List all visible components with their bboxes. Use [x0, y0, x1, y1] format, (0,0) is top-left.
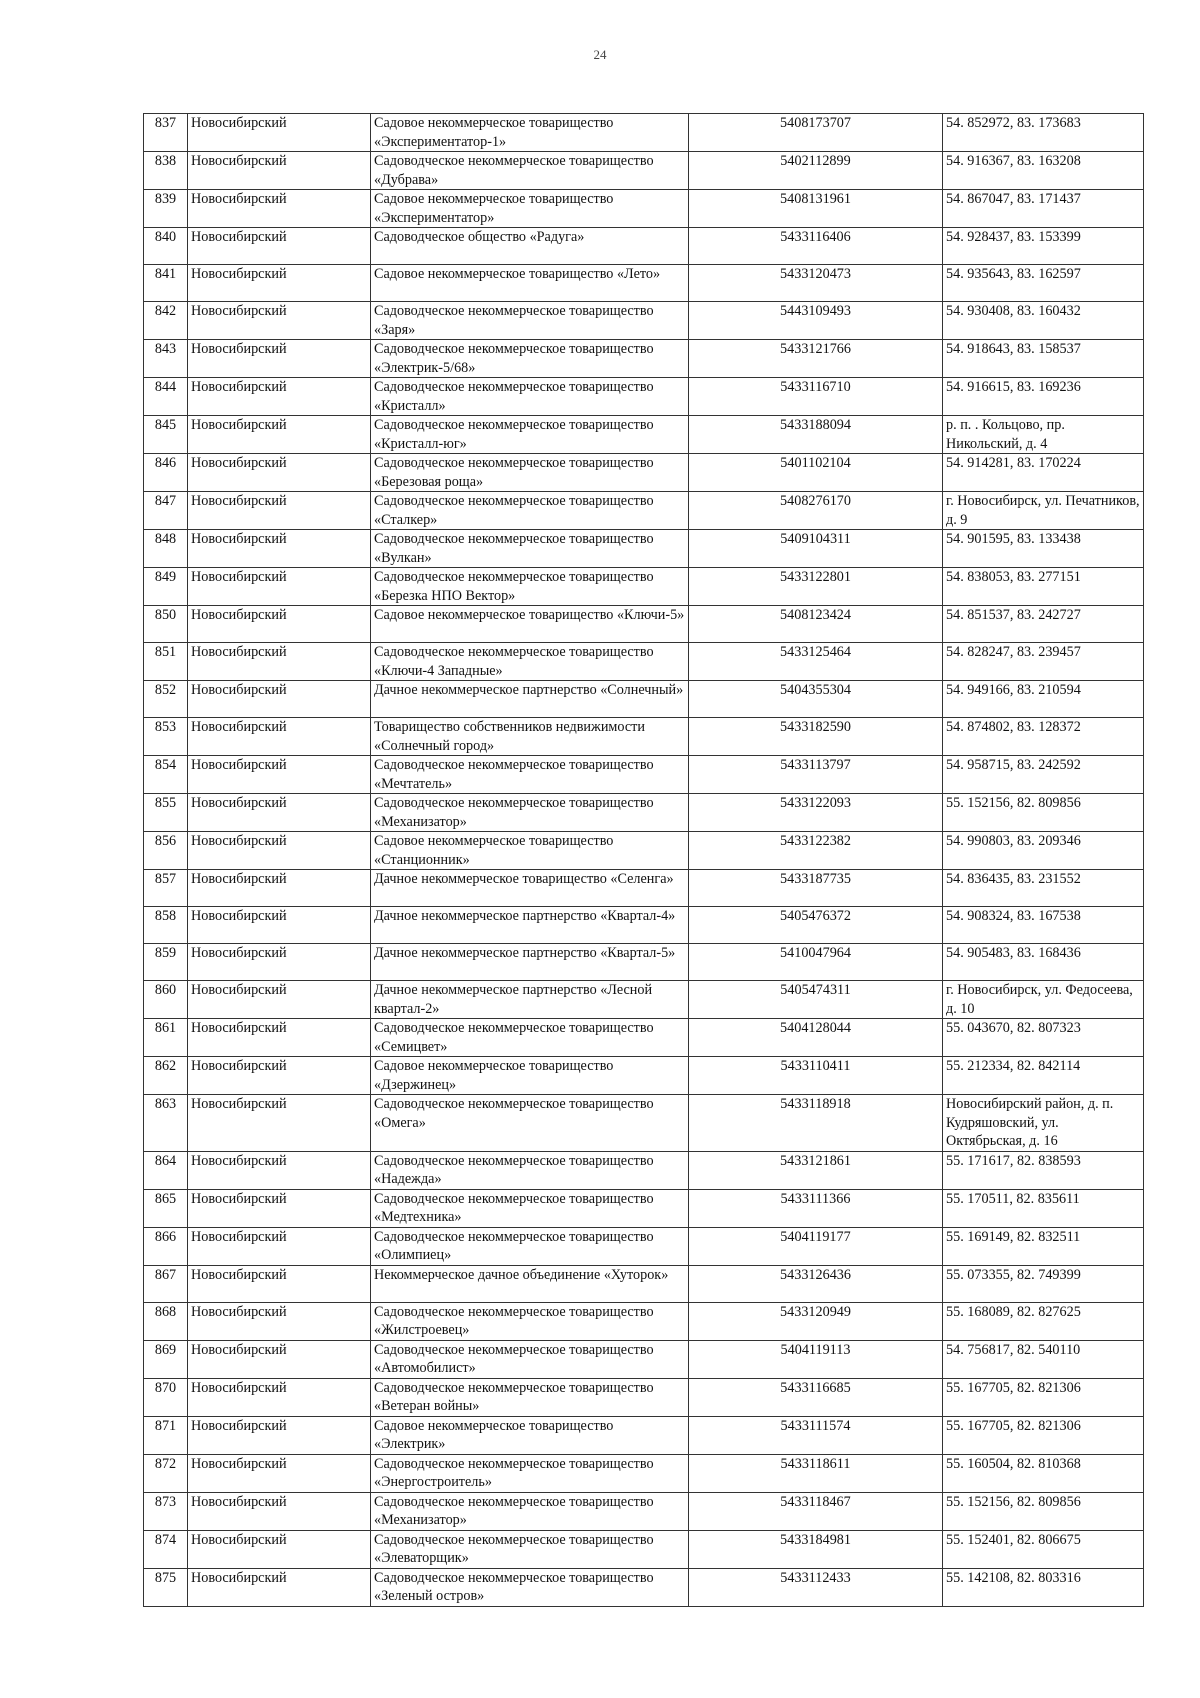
location-cell: Новосибирский район, д. п. Кудряшовский, ул. Октябрьская, д. 16	[943, 1095, 1144, 1152]
inn-cell: 5433121766	[689, 340, 943, 378]
row-number-cell: 848	[144, 530, 188, 568]
organization-name-cell: Некоммерческое дачное объединение «Хуторок»	[371, 1265, 689, 1302]
district-cell: Новосибирский	[188, 643, 371, 681]
organization-name-cell: Садовое некоммерческое товарищество «Станционник»	[371, 832, 689, 870]
district-cell: Новосибирский	[188, 530, 371, 568]
inn-cell: 5433116710	[689, 378, 943, 416]
location-cell: 55. 170511, 82. 835611	[943, 1189, 1144, 1227]
row-number-cell: 860	[144, 981, 188, 1019]
organization-name-cell: Садоводческое некоммерческое товарищество «Надежда»	[371, 1151, 689, 1189]
district-cell: Новосибирский	[188, 152, 371, 190]
district-cell: Новосибирский	[188, 606, 371, 643]
district-cell: Новосибирский	[188, 228, 371, 265]
location-cell: 55. 169149, 82. 832511	[943, 1227, 1144, 1265]
district-cell: Новосибирский	[188, 1265, 371, 1302]
location-cell: 54. 916367, 83. 163208	[943, 152, 1144, 190]
table-row	[144, 870, 1144, 907]
table-row	[144, 1151, 1144, 1189]
row-number-cell: 875	[144, 1568, 188, 1606]
page-number: 24	[593, 47, 607, 62]
district-cell: Новосибирский	[188, 1416, 371, 1454]
organization-name-cell: Садовое некоммерческое товарищество «Экспериментатор»	[371, 190, 689, 228]
inn-cell: 5402112899	[689, 152, 943, 190]
location-cell: 55. 152401, 82. 806675	[943, 1530, 1144, 1568]
organization-name-cell: Садовое некоммерческое товарищество «Лето»	[371, 265, 689, 302]
row-number-cell: 838	[144, 152, 188, 190]
location-cell: 54. 949166, 83. 210594	[943, 681, 1144, 718]
district-cell: Новосибирский	[188, 190, 371, 228]
organization-name-cell: Садоводческое некоммерческое товарищество «Медтехника»	[371, 1189, 689, 1227]
registry-table	[143, 113, 1144, 1607]
organization-name-cell: Садоводческое некоммерческое товарищество «Жилстроевец»	[371, 1302, 689, 1340]
row-number-cell: 865	[144, 1189, 188, 1227]
district-cell: Новосибирский	[188, 340, 371, 378]
table-row	[144, 530, 1144, 568]
table-row	[144, 1378, 1144, 1416]
organization-name-cell: Садоводческое некоммерческое товарищество «Элеваторщик»	[371, 1530, 689, 1568]
district-cell: Новосибирский	[188, 378, 371, 416]
district-cell: Новосибирский	[188, 568, 371, 606]
row-number-cell: 873	[144, 1492, 188, 1530]
inn-cell: 5404128044	[689, 1019, 943, 1057]
location-cell: г. Новосибирск, ул. Федосеева, д. 10	[943, 981, 1144, 1019]
inn-cell: 5433110411	[689, 1057, 943, 1095]
location-cell: г. Новосибирск, ул. Печатников, д. 9	[943, 492, 1144, 530]
row-number-cell: 853	[144, 718, 188, 756]
inn-cell: 5433126436	[689, 1265, 943, 1302]
location-cell: р. п. . Кольцово, пр. Никольский, д. 4	[943, 416, 1144, 454]
row-number-cell: 854	[144, 756, 188, 794]
district-cell: Новосибирский	[188, 416, 371, 454]
district-cell: Новосибирский	[188, 832, 371, 870]
table-row	[144, 1057, 1144, 1095]
district-cell: Новосибирский	[188, 907, 371, 944]
organization-name-cell: Дачное некоммерческое партнерство «Лесной квартал-2»	[371, 981, 689, 1019]
inn-cell: 5408123424	[689, 606, 943, 643]
organization-name-cell: Садовое некоммерческое товарищество «Ключи-5»	[371, 606, 689, 643]
organization-name-cell: Садоводческое некоммерческое товарищество «Заря»	[371, 302, 689, 340]
inn-cell: 5433118467	[689, 1492, 943, 1530]
table-row	[144, 265, 1144, 302]
row-number-cell: 864	[144, 1151, 188, 1189]
inn-cell: 5433122801	[689, 568, 943, 606]
table-row	[144, 454, 1144, 492]
organization-name-cell: Садоводческое некоммерческое товарищество «Механизатор»	[371, 1492, 689, 1530]
district-cell: Новосибирский	[188, 114, 371, 152]
inn-cell: 5433116685	[689, 1378, 943, 1416]
district-cell: Новосибирский	[188, 1057, 371, 1095]
organization-name-cell: Садоводческое некоммерческое товарищество «Автомобилист»	[371, 1340, 689, 1378]
table-row	[144, 794, 1144, 832]
inn-cell: 5410047964	[689, 944, 943, 981]
organization-name-cell: Дачное некоммерческое партнерство «Квартал-4»	[371, 907, 689, 944]
organization-name-cell: Садоводческое некоммерческое товарищество «Олимпиец»	[371, 1227, 689, 1265]
location-cell: 54. 756817, 82. 540110	[943, 1340, 1144, 1378]
table-row	[144, 944, 1144, 981]
row-number-cell: 850	[144, 606, 188, 643]
table-row	[144, 340, 1144, 378]
location-cell: 54. 852972, 83. 173683	[943, 114, 1144, 152]
organization-name-cell: Садоводческое некоммерческое товарищество «Березка НПО Вектор»	[371, 568, 689, 606]
table-row	[144, 1454, 1144, 1492]
table-row	[144, 114, 1144, 152]
district-cell: Новосибирский	[188, 756, 371, 794]
location-cell: 54. 874802, 83. 128372	[943, 718, 1144, 756]
table-row	[144, 1492, 1144, 1530]
district-cell: Новосибирский	[188, 1492, 371, 1530]
district-cell: Новосибирский	[188, 1227, 371, 1265]
location-cell: 54. 867047, 83. 171437	[943, 190, 1144, 228]
inn-cell: 5433125464	[689, 643, 943, 681]
table-row	[144, 1265, 1144, 1302]
district-cell: Новосибирский	[188, 1151, 371, 1189]
location-cell: 54. 918643, 83. 158537	[943, 340, 1144, 378]
row-number-cell: 840	[144, 228, 188, 265]
row-number-cell: 862	[144, 1057, 188, 1095]
location-cell: 55. 160504, 82. 810368	[943, 1454, 1144, 1492]
district-cell: Новосибирский	[188, 1189, 371, 1227]
row-number-cell: 856	[144, 832, 188, 870]
organization-name-cell: Дачное некоммерческое товарищество «Селенга»	[371, 870, 689, 907]
table-row	[144, 378, 1144, 416]
organization-name-cell: Садоводческое некоммерческое товарищество «Кристалл»	[371, 378, 689, 416]
district-cell: Новосибирский	[188, 681, 371, 718]
row-number-cell: 863	[144, 1095, 188, 1152]
table-row	[144, 681, 1144, 718]
organization-name-cell: Дачное некоммерческое партнерство «Солнечный»	[371, 681, 689, 718]
row-number-cell: 855	[144, 794, 188, 832]
row-number-cell: 843	[144, 340, 188, 378]
location-cell: 54. 828247, 83. 239457	[943, 643, 1144, 681]
table-row	[144, 907, 1144, 944]
table-row	[144, 302, 1144, 340]
inn-cell: 5433122093	[689, 794, 943, 832]
district-cell: Новосибирский	[188, 1568, 371, 1606]
inn-cell: 5408131961	[689, 190, 943, 228]
district-cell: Новосибирский	[188, 1530, 371, 1568]
row-number-cell: 857	[144, 870, 188, 907]
table-row	[144, 643, 1144, 681]
row-number-cell: 846	[144, 454, 188, 492]
row-number-cell: 859	[144, 944, 188, 981]
row-number-cell: 837	[144, 114, 188, 152]
inn-cell: 5409104311	[689, 530, 943, 568]
table-row	[144, 1019, 1144, 1057]
inn-cell: 5433122382	[689, 832, 943, 870]
row-number-cell: 872	[144, 1454, 188, 1492]
table-row	[144, 756, 1144, 794]
inn-cell: 5433118611	[689, 1454, 943, 1492]
location-cell: 55. 168089, 82. 827625	[943, 1302, 1144, 1340]
organization-name-cell: Товарищество собственников недвижимости «Солнечный город»	[371, 718, 689, 756]
location-cell: 54. 905483, 83. 168436	[943, 944, 1144, 981]
inn-cell: 5433120473	[689, 265, 943, 302]
inn-cell: 5408173707	[689, 114, 943, 152]
location-cell: 55. 212334, 82. 842114	[943, 1057, 1144, 1095]
district-cell: Новосибирский	[188, 1340, 371, 1378]
table-row	[144, 152, 1144, 190]
organization-name-cell: Садовое некоммерческое товарищество «Экспериментатор-1»	[371, 114, 689, 152]
inn-cell: 5433121861	[689, 1151, 943, 1189]
inn-cell: 5433112433	[689, 1568, 943, 1606]
location-cell: 55. 167705, 82. 821306	[943, 1378, 1144, 1416]
table-row	[144, 606, 1144, 643]
inn-cell: 5433184981	[689, 1530, 943, 1568]
location-cell: 54. 908324, 83. 167538	[943, 907, 1144, 944]
table-row	[144, 1568, 1144, 1606]
location-cell: 55. 152156, 82. 809856	[943, 794, 1144, 832]
row-number-cell: 867	[144, 1265, 188, 1302]
inn-cell: 5433111366	[689, 1189, 943, 1227]
inn-cell: 5404119113	[689, 1340, 943, 1378]
table-row	[144, 492, 1144, 530]
table-row	[144, 190, 1144, 228]
location-cell: 54. 836435, 83. 231552	[943, 870, 1144, 907]
inn-cell: 5433182590	[689, 718, 943, 756]
district-cell: Новосибирский	[188, 981, 371, 1019]
row-number-cell: 844	[144, 378, 188, 416]
organization-name-cell: Садоводческое некоммерческое товарищество «Кристалл-юг»	[371, 416, 689, 454]
organization-name-cell: Садоводческое некоммерческое товарищество «Березовая роща»	[371, 454, 689, 492]
organization-name-cell: Садоводческое некоммерческое товарищество «Семицвет»	[371, 1019, 689, 1057]
row-number-cell: 861	[144, 1019, 188, 1057]
row-number-cell: 871	[144, 1416, 188, 1454]
row-number-cell: 866	[144, 1227, 188, 1265]
row-number-cell: 858	[144, 907, 188, 944]
organization-name-cell: Садоводческое некоммерческое товарищество «Мечтатель»	[371, 756, 689, 794]
district-cell: Новосибирский	[188, 454, 371, 492]
district-cell: Новосибирский	[188, 944, 371, 981]
table-row	[144, 1530, 1144, 1568]
location-cell: 55. 167705, 82. 821306	[943, 1416, 1144, 1454]
row-number-cell: 851	[144, 643, 188, 681]
row-number-cell: 874	[144, 1530, 188, 1568]
row-number-cell: 839	[144, 190, 188, 228]
organization-name-cell: Садовое некоммерческое товарищество «Дзержинец»	[371, 1057, 689, 1095]
organization-name-cell: Садоводческое некоммерческое товарищество «Механизатор»	[371, 794, 689, 832]
district-cell: Новосибирский	[188, 302, 371, 340]
table-row	[144, 416, 1144, 454]
district-cell: Новосибирский	[188, 718, 371, 756]
location-cell: 54. 990803, 83. 209346	[943, 832, 1144, 870]
organization-name-cell: Садоводческое некоммерческое товарищество «Вулкан»	[371, 530, 689, 568]
organization-name-cell: Садоводческое некоммерческое товарищество «Дубрава»	[371, 152, 689, 190]
table-row	[144, 1227, 1144, 1265]
organization-name-cell: Садовое некоммерческое товарищество «Электрик»	[371, 1416, 689, 1454]
location-cell: 55. 171617, 82. 838593	[943, 1151, 1144, 1189]
inn-cell: 5433116406	[689, 228, 943, 265]
inn-cell: 5405474311	[689, 981, 943, 1019]
location-cell: 54. 958715, 83. 242592	[943, 756, 1144, 794]
inn-cell: 5433188094	[689, 416, 943, 454]
table-row	[144, 1340, 1144, 1378]
inn-cell: 5443109493	[689, 302, 943, 340]
location-cell: 54. 851537, 83. 242727	[943, 606, 1144, 643]
location-cell: 54. 935643, 83. 162597	[943, 265, 1144, 302]
inn-cell: 5433113797	[689, 756, 943, 794]
organization-name-cell: Садоводческое некоммерческое товарищество «Энергостроитель»	[371, 1454, 689, 1492]
organization-name-cell: Дачное некоммерческое партнерство «Квартал-5»	[371, 944, 689, 981]
row-number-cell: 849	[144, 568, 188, 606]
table-row	[144, 832, 1144, 870]
location-cell: 55. 152156, 82. 809856	[943, 1492, 1144, 1530]
table-row	[144, 718, 1144, 756]
district-cell: Новосибирский	[188, 1378, 371, 1416]
inn-cell: 5433187735	[689, 870, 943, 907]
row-number-cell: 869	[144, 1340, 188, 1378]
district-cell: Новосибирский	[188, 1095, 371, 1152]
location-cell: 54. 916615, 83. 169236	[943, 378, 1144, 416]
table-row	[144, 1302, 1144, 1340]
district-cell: Новосибирский	[188, 1454, 371, 1492]
district-cell: Новосибирский	[188, 870, 371, 907]
row-number-cell: 842	[144, 302, 188, 340]
organization-name-cell: Садоводческое общество «Радуга»	[371, 228, 689, 265]
inn-cell: 5433120949	[689, 1302, 943, 1340]
table-row	[144, 981, 1144, 1019]
inn-cell: 5405476372	[689, 907, 943, 944]
organization-name-cell: Садоводческое некоммерческое товарищество «Омега»	[371, 1095, 689, 1152]
row-number-cell: 868	[144, 1302, 188, 1340]
row-number-cell: 841	[144, 265, 188, 302]
row-number-cell: 847	[144, 492, 188, 530]
table-row	[144, 1416, 1144, 1454]
location-cell: 54. 928437, 83. 153399	[943, 228, 1144, 265]
row-number-cell: 870	[144, 1378, 188, 1416]
location-cell: 55. 073355, 82. 749399	[943, 1265, 1144, 1302]
inn-cell: 5408276170	[689, 492, 943, 530]
inn-cell: 5401102104	[689, 454, 943, 492]
inn-cell: 5433111574	[689, 1416, 943, 1454]
inn-cell: 5433118918	[689, 1095, 943, 1152]
district-cell: Новосибирский	[188, 794, 371, 832]
organization-name-cell: Садоводческое некоммерческое товарищество «Сталкер»	[371, 492, 689, 530]
organization-name-cell: Садоводческое некоммерческое товарищество «Зеленый остров»	[371, 1568, 689, 1606]
organization-name-cell: Садоводческое некоммерческое товарищество «Ветеран войны»	[371, 1378, 689, 1416]
table-row	[144, 228, 1144, 265]
location-cell: 54. 901595, 83. 133438	[943, 530, 1144, 568]
registry-table-body	[144, 114, 1144, 1607]
table-row	[144, 1189, 1144, 1227]
district-cell: Новосибирский	[188, 1019, 371, 1057]
location-cell: 54. 930408, 83. 160432	[943, 302, 1144, 340]
organization-name-cell: Садоводческое некоммерческое товарищество «Электрик-5/68»	[371, 340, 689, 378]
location-cell: 55. 142108, 82. 803316	[943, 1568, 1144, 1606]
table-row	[144, 568, 1144, 606]
district-cell: Новосибирский	[188, 492, 371, 530]
district-cell: Новосибирский	[188, 1302, 371, 1340]
row-number-cell: 845	[144, 416, 188, 454]
row-number-cell: 852	[144, 681, 188, 718]
location-cell: 54. 914281, 83. 170224	[943, 454, 1144, 492]
inn-cell: 5404355304	[689, 681, 943, 718]
organization-name-cell: Садоводческое некоммерческое товарищество «Ключи-4 Западные»	[371, 643, 689, 681]
location-cell: 55. 043670, 82. 807323	[943, 1019, 1144, 1057]
district-cell: Новосибирский	[188, 265, 371, 302]
table-row	[144, 1095, 1144, 1152]
location-cell: 54. 838053, 83. 277151	[943, 568, 1144, 606]
inn-cell: 5404119177	[689, 1227, 943, 1265]
